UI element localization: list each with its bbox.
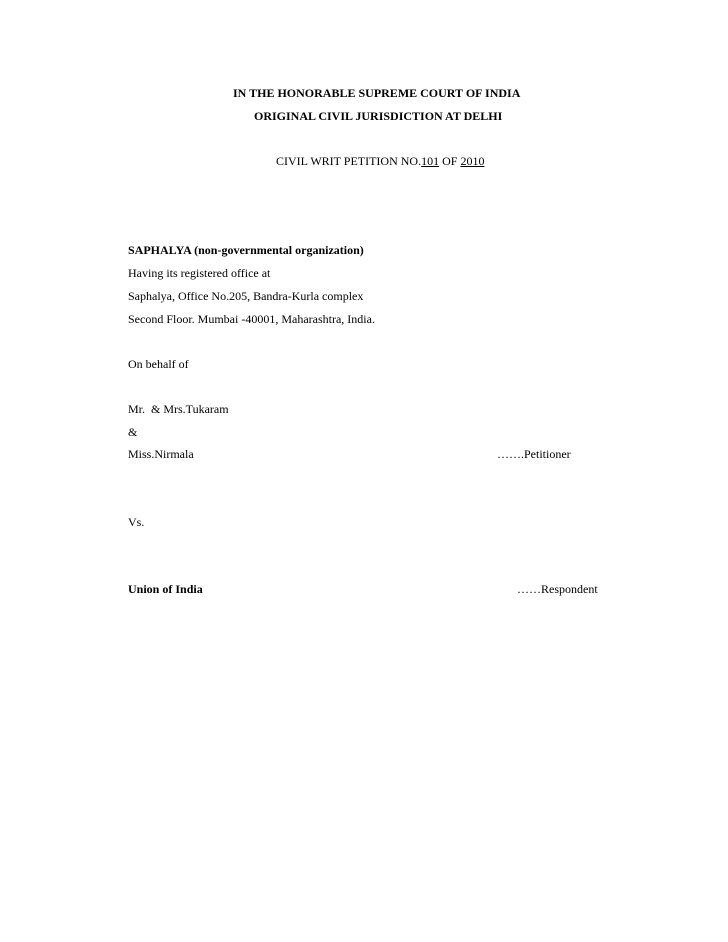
person-line-1: Mr. & Mrs.Tukaram [128, 402, 229, 416]
petitioner-role: …….Petitioner [497, 447, 571, 461]
petition-year: 2010 [460, 154, 485, 168]
office-intro: Having its registered office at [128, 266, 271, 280]
petition-prefix: CIVIL WRIT PETITION NO. [276, 154, 422, 168]
ampersand: & [128, 425, 138, 439]
address-line-2: Second Floor. Mumbai -40001, Maharashtra, India. [128, 312, 375, 326]
petition-of: OF [439, 154, 461, 168]
on-behalf-of: On behalf of [128, 357, 189, 371]
person-line-2: Miss.Nirmala [128, 447, 194, 461]
court-heading: IN THE HONORABLE SUPREME COURT OF INDIA [233, 86, 521, 100]
petition-title [276, 155, 484, 167]
jurisdiction-heading: ORIGINAL CIVIL JURISDICTION AT DELHI [254, 109, 503, 123]
versus: Vs. [128, 515, 145, 529]
respondent-role: ……Respondent [517, 582, 598, 596]
petition-number: 101 [421, 154, 440, 168]
respondent-name: Union of India [128, 582, 203, 596]
address-line-1: Saphalya, Office No.205, Bandra-Kurla complex [128, 289, 364, 303]
petitioner-org-name: SAPHALYA (non-governmental organization) [128, 243, 364, 257]
